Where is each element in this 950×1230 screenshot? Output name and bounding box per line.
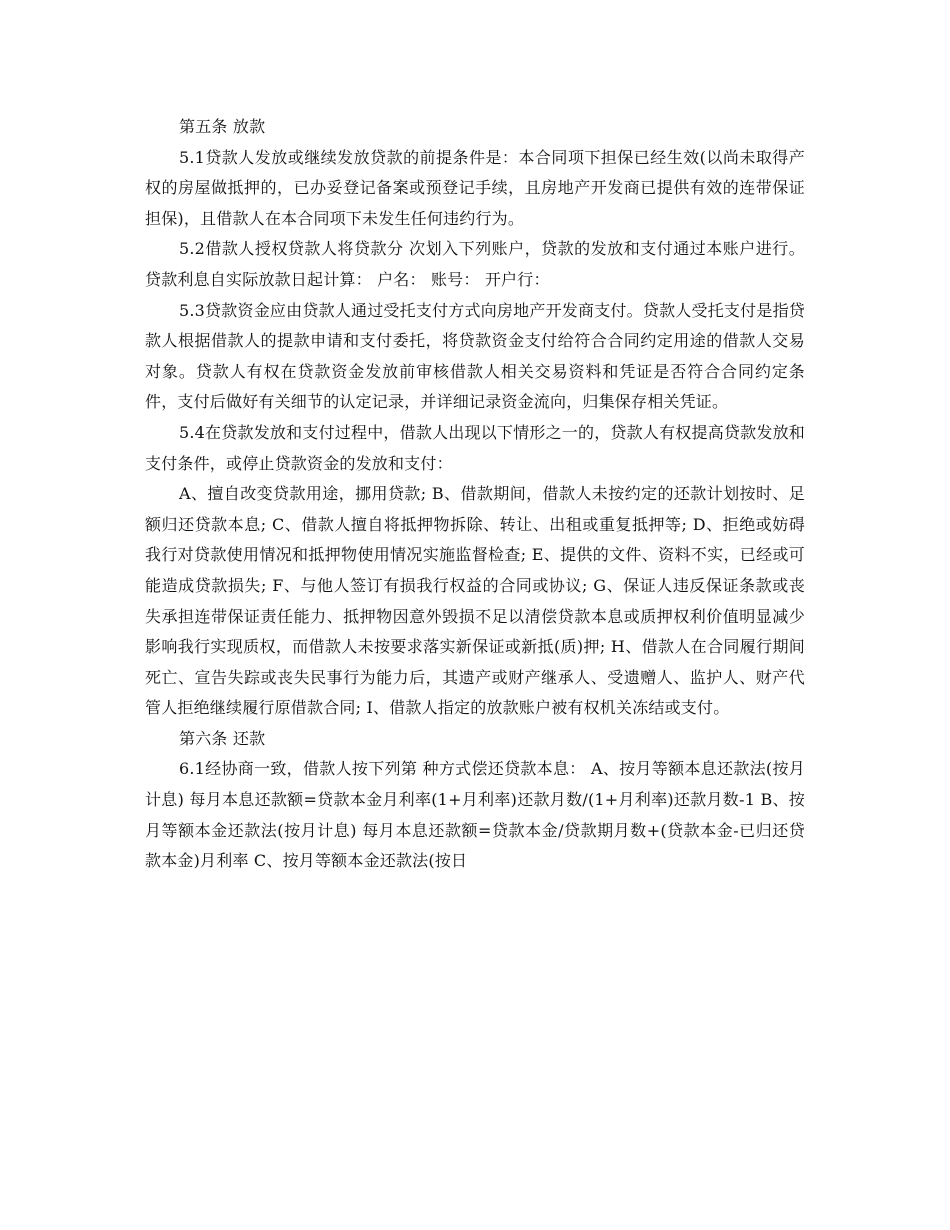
article-5-heading: 第五条 放款: [179, 117, 266, 136]
clause-5-3: 5.3贷款资金应由贷款人通过受托支付方式向房地产开发商支付。贷款人受托支付是指贷款人根据借款人的提款申请和支付委托，将贷款资金支付给符合合同约定用途的借款人交易对象。贷款人有权在贷款资金发放前审核借款人相关交易资料和凭证是否符合合同约定条件，支付后做好有关细节的认定记录，并详细记录资金流向，归集保存相关凭证。: [145, 300, 805, 412]
article-6-heading: 第六条 还款: [179, 728, 266, 748]
clause-5-4-conditions: A、擅自改变贷款用途，挪用贷款; B、借款期间，借款人未按约定的还款计划按时、足额归还贷款本息; C、借款人擅自将抵押物拆除、转让、出租或重复抵押等; D、拒绝或妨碍我行对贷款使用情况和抵押物使用情况实施监督检查; E、提供的文件、资料不实，已经或可能造成贷款损失; F、与他人签订有损我行权益的合同或协议; G、保证人违反保证条款或丧失承担连带保证责任能力、抵押物因意外毁损不足以清偿贷款本息或质押权利价值明显减少影响我行实现质权，而借款人未按要求落实新保证或新抵(质)押; H、借款人在合同履行期间死亡、宣告失踪或丧失民事行为能力后，其遗产或财产继承人、受遗赠人、监护人、财产代管人拒绝继续履行原借款合同; I、借款人指定的放款账户被有权机关冻结或支付。: [145, 484, 805, 718]
clause-6-1: 6.1经协商一致，借款人按下列第 种方式偿还贷款本息： A、按月等额本息还款法(按月计息) 每月本息还款额=贷款本金月利率(1+月利率)还款月数/(1+月利率)还款月数-1 B、按月等额本金还款法(按月计息) 每月本息还款额=贷款本金/贷款期月数+(贷款本金-已归还贷款本金)月利率 C、按月等额本金还款法(按日: [145, 759, 805, 871]
clause-5-2: 5.2借款人授权贷款人将贷款分 次划入下列账户，贷款的发放和支付通过本账户进行。贷款利息自实际放款日起计算： 户名： 账号： 开户行：: [145, 239, 805, 289]
clause-5-4: 5.4在贷款发放和支付过程中，借款人出现以下情形之一的，贷款人有权提高贷款发放和支付条件，或停止贷款资金的发放和支付：: [145, 422, 805, 473]
document-page: [145, 112, 805, 877]
clause-5-1: 5.1贷款人发放或继续发放贷款的前提条件是：本合同项下担保已经生效(以尚未取得产权的房屋做抵押的，已办妥登记备案或预登记手续，且房地产开发商已提供有效的连带保证担保)，且借款人在本合同项下未发生任何违约行为。: [145, 147, 805, 228]
